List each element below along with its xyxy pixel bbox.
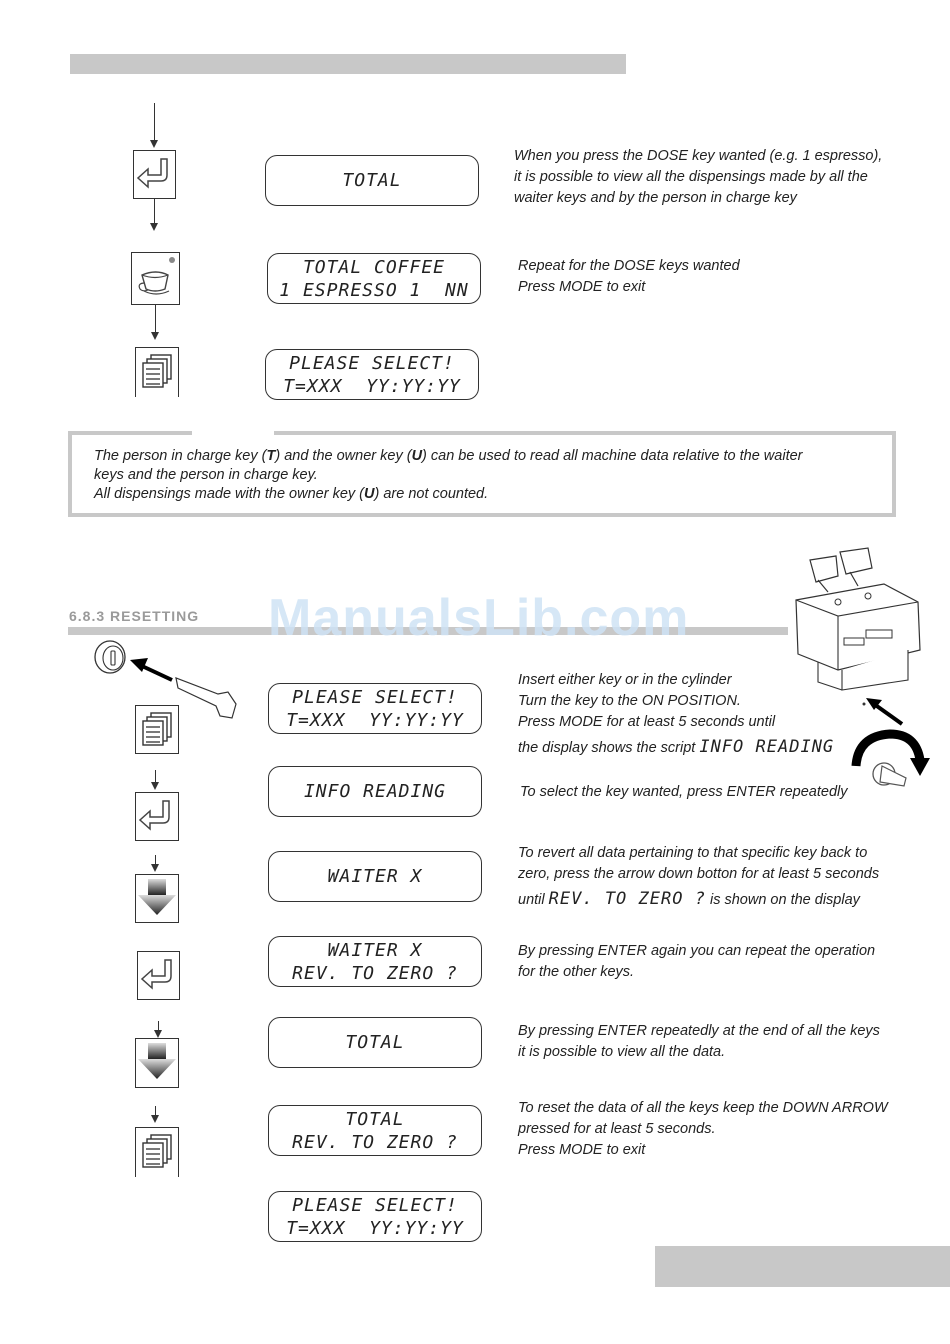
insert-key-arrow-icon xyxy=(128,656,174,684)
display-total-coffee: TOTAL COFFEE 1 ESPRESSO 1 NN xyxy=(267,253,481,304)
arrow-icon xyxy=(151,1115,159,1123)
description-revert-data: To revert all data pertaining to that specific key back to zero, press the arrow down botton for at least 5 seconds until REV. TO ZERO ? is shown on the display xyxy=(518,845,880,909)
description-repeat-operation: By pressing ENTER again you can repeat the operation for the other keys. xyxy=(518,943,876,980)
coffee-cup-icon xyxy=(131,252,180,305)
key-icon xyxy=(172,670,238,720)
description-repeat: Repeat for the DOSE keys wanted Press MODE to exit xyxy=(518,258,740,295)
display-waiter-rev-zero: WAITER X REV. TO ZERO ? xyxy=(268,936,482,987)
header-bar xyxy=(70,54,626,74)
flow-line xyxy=(154,199,155,225)
arrow-icon xyxy=(150,140,158,148)
section-title: 6.8.3 RESETTING xyxy=(69,608,200,624)
display-total: TOTAL xyxy=(265,155,479,206)
flow-line xyxy=(155,770,156,782)
note-line-3: All dispensings made with the owner key (U) are not counted. xyxy=(94,486,489,502)
arrow-icon xyxy=(154,1030,162,1038)
display-total: TOTAL xyxy=(268,1017,482,1068)
description-dose-key: When you press the DOSE key wanted (e.g. 1 espresso), it is possible to view all the dispensings made by all the waiter keys and by the person in charge key xyxy=(514,148,883,206)
display-please-select: PLEASE SELECT! T=XXX YY:YY:YY xyxy=(268,683,482,734)
note-tab-gap xyxy=(192,431,274,435)
arrow-icon xyxy=(151,864,159,872)
arrow-icon xyxy=(150,223,158,231)
display-please-select: PLEASE SELECT! T=XXX YY:YY:YY xyxy=(268,1191,482,1242)
flow-line xyxy=(154,103,155,143)
arrow-down-key-icon xyxy=(135,874,179,923)
arrow-icon xyxy=(151,782,159,790)
note-line-1: The person in charge key (T) and the owner key (U) can be used to read all machine data relative to the waiter xyxy=(94,448,803,464)
arrow-down-key-icon xyxy=(135,1038,179,1088)
footer-bar xyxy=(655,1246,950,1287)
enter-key-icon xyxy=(135,792,179,841)
mode-key-icon xyxy=(135,1127,179,1177)
description-view-data: By pressing ENTER repeatedly at the end of all the keys it is possible to view all the data. xyxy=(518,1023,880,1060)
cylinder-lock-icon xyxy=(93,638,129,676)
flow-line xyxy=(155,305,156,335)
description-insert-key: Insert either key or in the cylinder Turn the key to the ON POSITION. Press MODE for at least 5 seconds until the display shows the script INFO READING xyxy=(518,672,835,757)
description-reset-all: To reset the data of all the keys keep the DOWN ARROW pressed for at least 5 seconds. Press MODE to exit xyxy=(518,1100,888,1158)
arrow-icon xyxy=(151,332,159,340)
enter-key-icon xyxy=(133,150,176,199)
description-select-key: To select the key wanted, press ENTER repeatedly xyxy=(520,784,848,800)
watermark: ManualsLib.com xyxy=(268,589,690,647)
display-total-rev-zero: TOTAL REV. TO ZERO ? xyxy=(268,1105,482,1156)
enter-key-icon xyxy=(137,951,180,1000)
note-line-2: keys and the person in charge key. xyxy=(94,467,318,483)
display-info-reading: INFO READING xyxy=(268,766,482,817)
insert-arrow-icon xyxy=(862,696,906,728)
display-please-select: PLEASE SELECT! T=XXX YY:YY:YY xyxy=(265,349,479,400)
mode-key-icon xyxy=(135,347,179,397)
note-box xyxy=(68,431,896,517)
mode-key-icon xyxy=(135,705,179,754)
display-waiter: WAITER X xyxy=(268,851,482,902)
